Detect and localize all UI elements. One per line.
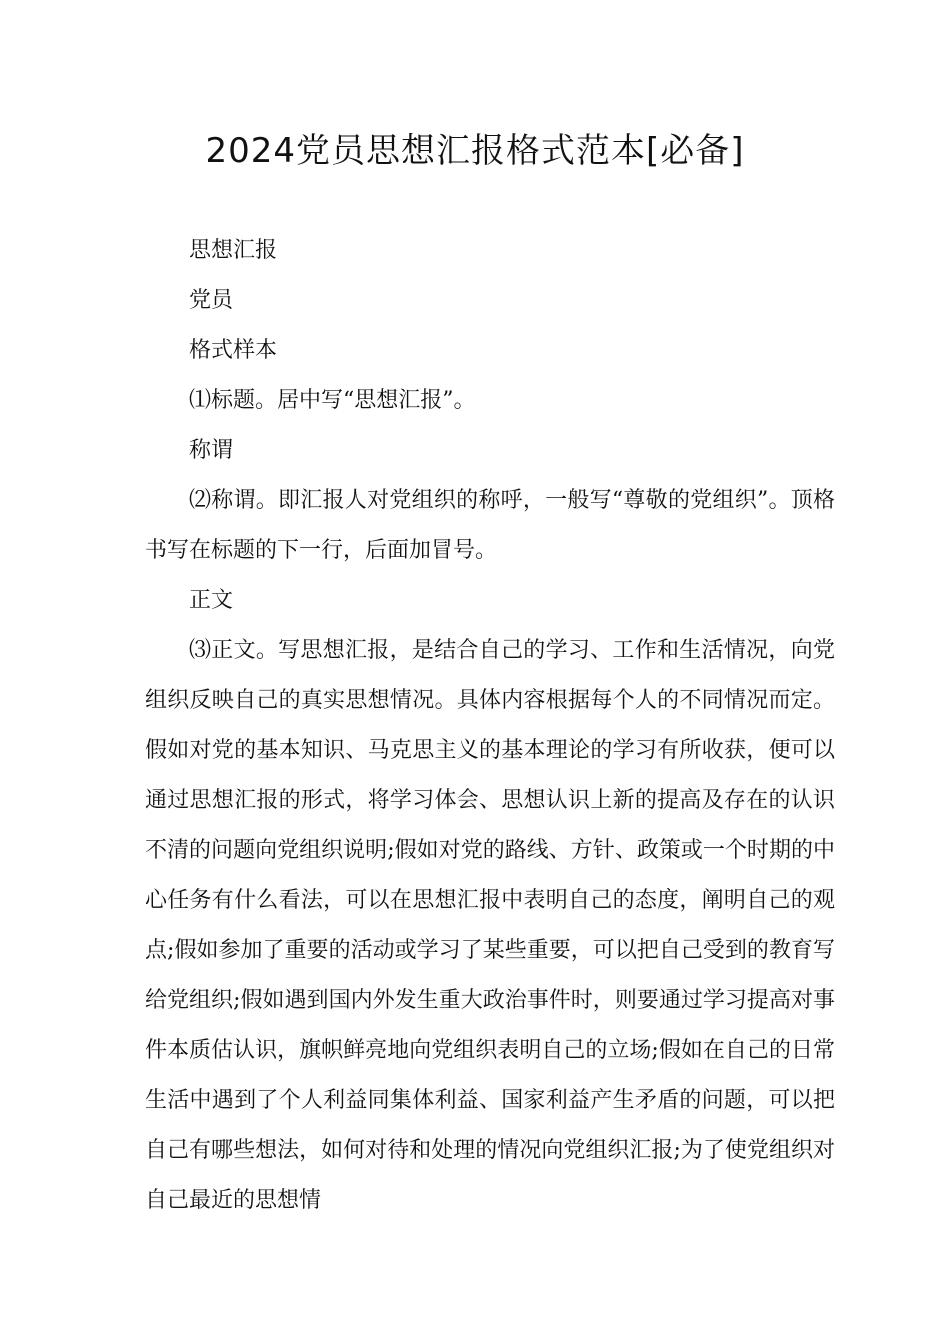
document-title: 2024党员思想汇报格式范本[必备] — [205, 131, 745, 171]
paragraph-salutation-rule: ⑵称谓。即汇报人对党组织的称呼，一般写“尊敬的党组织”。顶格书写在标题的下一行，后面加冒号。 — [145, 488, 835, 563]
paragraph-heading-salutation: 称谓 — [189, 438, 234, 463]
paragraph-heading-member: 党员 — [189, 288, 234, 313]
paragraph-title-rule: ⑴标题。居中写“思想汇报”。 — [189, 388, 476, 413]
paragraph-heading-body: 正文 — [189, 588, 234, 613]
document-body — [145, 226, 835, 1226]
paragraph-heading-format: 格式样本 — [189, 338, 278, 363]
paragraph-heading-report: 思想汇报 — [189, 238, 278, 263]
paragraph-body-rule: ⑶正文。写思想汇报，是结合自己的学习、工作和生活情况，向党组织反映自己的真实思想情况。具体内容根据每个人的不同情况而定。假如对党的基本知识、马克思主义的基本理论的学习有所收获，便可以通过思想汇报的形式，将学习体会、思想认识上新的提高及存在的认识不清的问题向党组织说明;假如对党的路线、方针、政策或一个时期的中心任务有什么看法，可以在思想汇报中表明自己的态度，阐明自己的观点;假如参加了重要的活动或学习了某些重要，可以把自己受到的教育写给党组织;假如遇到国内外发生重大政治事件时，则要通过学习提高对事件本质估认识，旗帜鲜亮地向党组织表明自己的立场;假如在自己的日常生活中遇到了个人利益同集体利益、国家利益产生矛盾的问题，可以把自己有哪些想法，如何对待和处理的情况向党组织汇报;为了使党组织对自己最近的思想情 — [145, 638, 835, 1213]
